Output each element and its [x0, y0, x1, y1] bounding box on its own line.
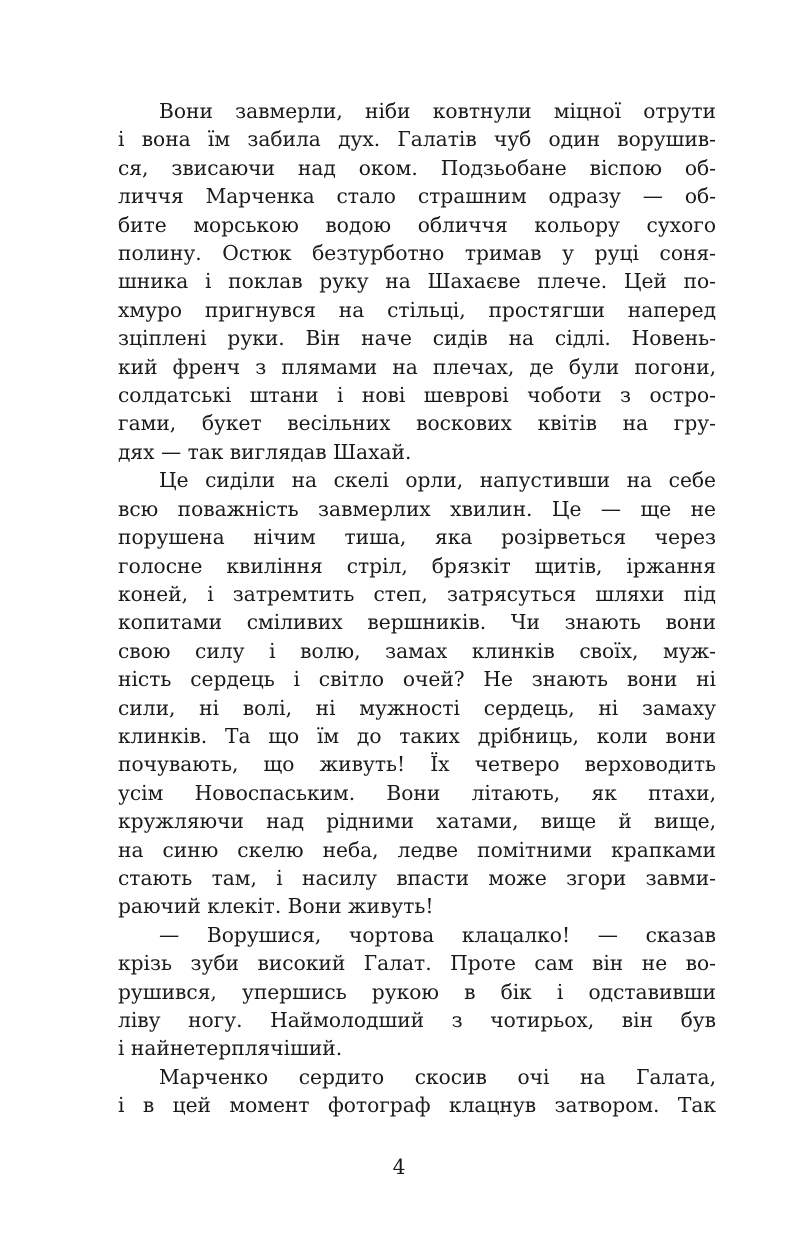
text-line: личчя Марченка стало страшним одразу — об-	[118, 184, 716, 209]
text-line: усім Новоспаським. Вони літають, як птахи,	[118, 780, 716, 805]
text-line: копитами сміливих вершників. Чи знають вони	[118, 610, 716, 635]
text-line: — Ворушися, чортова клацалко! — сказав	[159, 922, 716, 947]
text-line: хмуро пригнувся на стільці, простягши наперед	[118, 297, 716, 322]
text-line: Марченко сердито скосив очі на Галата,	[159, 1064, 716, 1089]
text-line: на синю скелю неба, ледве помітними крапками	[118, 837, 716, 862]
text-line: голосне квиління стріл, брязкіт щитів, іржання	[118, 553, 716, 578]
text-line: кружляючи над рідними хатами, вище й вище,	[118, 809, 716, 834]
text-line: полину. Остюк безтурботно тримав у руці соня-	[118, 241, 716, 266]
text-line: стають там, і насилу впасти може згори завми-	[118, 865, 716, 890]
text-line: кий френч з плямами на плечах, де були погони,	[118, 354, 716, 379]
text-line: порушена нічим тиша, яка розірветься через	[118, 525, 716, 550]
text-line: Це сиділи на скелі орли, напустивши на себе	[159, 468, 716, 493]
paragraph-4	[118, 1063, 716, 1120]
paragraph-3	[118, 921, 716, 1063]
text-line: і вона їм забила дух. Галатів чуб один ворушив-	[118, 127, 716, 152]
text-line: бите морською водою обличчя кольору сухого	[118, 212, 716, 237]
text-line: і в цей момент фотограф клацнув затвором. Так	[118, 1093, 716, 1118]
text-line: крізь зуби високий Галат. Проте сам він не во-	[118, 951, 716, 976]
text-line: гами, букет весільних воскових квітів на гру-	[118, 411, 716, 436]
text-line: всю поважність завмерлих хвилин. Це — ще не	[118, 496, 716, 521]
text-line: шника і поклав руку на Шахаєве плече. Цей по-	[118, 269, 716, 294]
text-line: коней, і затремтить степ, затрясуться шляхи під	[118, 581, 716, 606]
text-line: і найнетерплячіший.	[118, 1036, 343, 1061]
text-line: ліву ногу. Наймолодший з чотирьох, він був	[118, 1008, 716, 1032]
text-line: солдатські штани і нові шеврові чоботи з остро-	[118, 383, 716, 408]
page-number: 4	[392, 1155, 406, 1179]
text-line: свою силу і волю, замах клинків своїх, муж-	[118, 638, 716, 663]
text-line: клинків. Та що їм до таких дрібниць, коли вони	[118, 723, 716, 748]
text-line: Вони завмерли, ніби ковтнули міцної отрути	[159, 99, 716, 123]
text-line: дях — так виглядав Шахай.	[118, 439, 412, 464]
text-line: рушився, упершись рукою в бік і одставивши	[118, 979, 716, 1004]
paragraph-1	[118, 97, 716, 466]
paragraph-2	[118, 466, 716, 921]
text-line: сили, ні волі, ні мужності сердець, ні замаху	[118, 695, 716, 720]
text-line: зціплені руки. Він наче сидів на сідлі. Новень-	[118, 326, 716, 351]
text-line: почувають, що живуть! Їх четверо верховодить	[118, 752, 716, 777]
text-line: ність сердець і світло очей? Не знають вони ні	[118, 667, 716, 692]
page-body	[118, 97, 716, 1120]
text-line: ся, звисаючи над оком. Подзьобане віспою об-	[118, 155, 716, 180]
text-line: раючий клекіт. Вони живуть!	[118, 894, 434, 919]
